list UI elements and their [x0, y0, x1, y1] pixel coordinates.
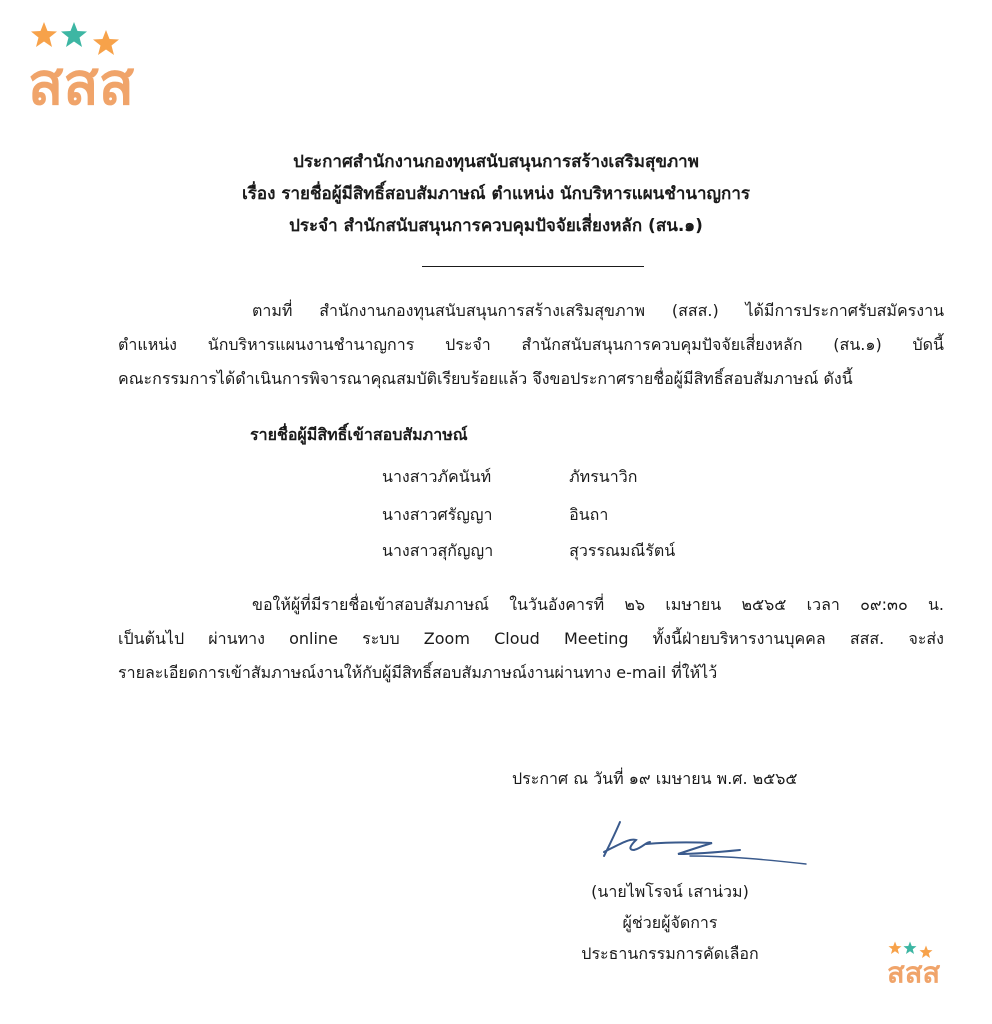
instructions-line-2: เป็นต้นไป ผ่านทาง online ระบบ Zoom Cloud Meeting ทั้งนี้ฝ่ายบริหารงานบุคคล สสส. จะส่ง	[118, 629, 944, 648]
signature-block	[540, 876, 800, 969]
signatory-role: ประธานกรรมการคัดเลือก	[581, 944, 759, 963]
intro-line-2: ตำแหน่ง นักบริหารแผนงานชำนาญการ ประจำ สำนักสนับสนุนการควบคุมปัจจัยเสี่ยงหลัก (สน.๑) บัดนี้	[118, 335, 944, 354]
announcement-title	[0, 146, 992, 242]
star-figure-left-icon	[31, 22, 57, 47]
logo-text: สสส	[28, 50, 135, 108]
thaihealth-logo-small	[886, 938, 956, 986]
candidate-last-name: อินถา	[569, 505, 609, 524]
title-divider	[422, 266, 644, 267]
candidate-first-name: นางสาวภัคนันท์	[382, 467, 492, 486]
title-department: ประจำ สำนักสนับสนุนการควบคุมปัจจัยเสี่ยงหลัก (สน.๑)	[289, 216, 703, 236]
title-subject: เรื่อง รายชื่อผู้มีสิทธิ์สอบสัมภาษณ์ ตำแหน่ง นักบริหารแผนชำนาญการ	[241, 184, 751, 204]
candidate-last-name: สุวรรณมณีรัตน์	[569, 541, 676, 560]
handwritten-signature	[600, 812, 812, 874]
star-figure-middle-icon	[61, 22, 87, 47]
intro-line-3: คณะกรรมการได้ดำเนินการพิจารณาคุณสมบัติเรียบร้อยแล้ว จึงขอประกาศรายชื่อผู้มีสิทธิ์สอบสัมภาษณ์ ดังนี้	[118, 369, 853, 388]
signatory-position: ผู้ช่วยผู้จัดการ	[622, 913, 718, 932]
announcement-date: ประกาศ ณ วันที่ ๑๙ เมษายน พ.ศ. ๒๕๖๕	[512, 769, 798, 788]
candidate-row	[382, 536, 675, 566]
star-figure-left-icon	[889, 942, 902, 955]
title-organization: ประกาศสำนักงานกองทุนสนับสนุนการสร้างเสริมสุขภาพ	[293, 152, 699, 172]
instructions-line-1: ขอให้ผู้ที่มีรายชื่อเข้าสอบสัมภาษณ์ ในวันอังคารที่ ๒๖ เมษายน ๒๕๖๕ เวลา ๐๙:๓๐ น.	[252, 595, 944, 614]
candidate-last-name: ภัทรนาวิก	[569, 467, 638, 486]
candidate-first-name: นางสาวสุกัญญา	[382, 541, 494, 560]
instructions-line-3: รายละเอียดการเข้าสัมภาษณ์งานให้กับผู้มีสิทธิ์สอบสัมภาษณ์งานผ่านทาง e-mail ที่ให้ไว้	[118, 663, 718, 682]
intro-paragraph	[118, 294, 944, 396]
thaihealth-logo	[26, 18, 166, 108]
candidate-first-name: นางสาวศรัญญา	[382, 505, 493, 524]
candidate-row	[382, 500, 608, 530]
signatory-name: (นายไพโรจน์ เสาน่วม)	[591, 882, 749, 901]
logo-text-small: สสส	[887, 955, 941, 986]
candidate-list-heading: รายชื่อผู้มีสิทธิ์เข้าสอบสัมภาษณ์	[250, 425, 468, 444]
instructions-paragraph	[118, 588, 944, 690]
star-figure-middle-icon	[904, 942, 917, 955]
intro-line-1: ตามที่ สำนักงานกองทุนสนับสนุนการสร้างเสริมสุขภาพ (สสส.) ได้มีการประกาศรับสมัครงาน	[252, 301, 944, 320]
candidate-row	[382, 462, 637, 492]
